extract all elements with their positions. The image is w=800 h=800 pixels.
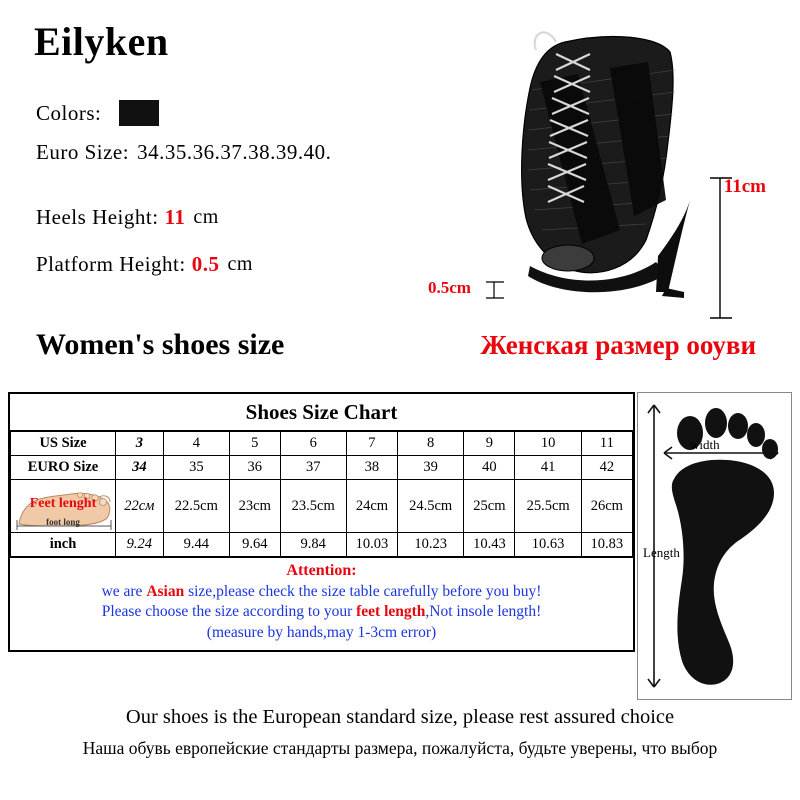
table-row-euro-size: [11, 456, 633, 480]
spec-block: [36, 100, 466, 277]
colors-label: Colors:: [36, 100, 102, 125]
cell-us-8: 11: [581, 432, 632, 456]
cell-inch-3: 9.84: [280, 533, 346, 557]
cell-euro-4: 38: [346, 456, 397, 480]
attention-line-3: (measure by hands,may 1-3cm error): [206, 623, 437, 641]
cell-us-5: 8: [398, 432, 464, 456]
platform-height-dimension: 0.5cm: [428, 278, 471, 297]
cell-inch-4: 10.03: [346, 533, 397, 557]
cell-feet-2: 23cm: [229, 480, 280, 533]
cell-feet-0: 22см: [116, 480, 164, 533]
cell-us-3: 6: [280, 432, 346, 456]
cell-feet-1: 22.5cm: [163, 480, 229, 533]
brand-logo: Eilyken: [34, 19, 169, 64]
footer-line-en: Our shoes is the European standard size, please rest assured choice: [125, 706, 675, 728]
size-chart: [8, 392, 635, 652]
heel-height-dimension: 11cm: [723, 176, 766, 197]
color-swatch-black: [119, 100, 159, 126]
length-label: Length: [643, 545, 680, 560]
footer-line-ru: Наша обувь европейские стандарты размера, пожалуйста, будьте уверены, что выбор: [82, 738, 718, 758]
cell-euro-0: 34: [116, 456, 164, 480]
cell-feet-5: 24.5cm: [398, 480, 464, 533]
shoe-product-image: [428, 30, 770, 320]
attention-title: Attention:: [286, 562, 357, 579]
attention-note: [10, 557, 633, 650]
foot-measure-diagram: [637, 392, 792, 700]
cell-inch-8: 10.83: [581, 533, 632, 557]
cell-euro-6: 40: [464, 456, 515, 480]
platform-height-row: [36, 252, 466, 277]
row-label-inch: inch: [11, 533, 116, 557]
cell-us-2: 5: [229, 432, 280, 456]
width-label: width: [690, 437, 720, 452]
attention-line-1: we are Asian size,please check the size table carefully before you buy!: [101, 583, 542, 600]
euro-size-row: [36, 140, 466, 165]
cell-inch-1: 9.44: [163, 533, 229, 557]
euro-size-value: 34.35.36.37.38.39.40.: [137, 140, 332, 164]
cell-feet-3: 23.5cm: [280, 480, 346, 533]
cell-us-1: 4: [163, 432, 229, 456]
platform-height-unit: cm: [227, 253, 253, 275]
row-label-feet-length: Feet lenght: [29, 496, 97, 511]
attention-line-2: Please choose the size according to your feet length,Not insole length!: [101, 603, 542, 621]
euro-size-label: Euro Size:: [36, 140, 130, 164]
colors-row: [36, 100, 466, 126]
cell-euro-7: 41: [515, 456, 581, 480]
cell-euro-1: 35: [163, 456, 229, 480]
cell-inch-5: 10.23: [398, 533, 464, 557]
cell-inch-7: 10.63: [515, 533, 581, 557]
heels-height-value: 11: [164, 205, 186, 229]
cell-euro-5: 39: [398, 456, 464, 480]
cell-euro-8: 42: [581, 456, 632, 480]
heels-height-row: [36, 205, 466, 230]
size-chart-table: [10, 431, 633, 557]
section-title-ru: Женская размер ооуви: [480, 330, 756, 360]
foot-caption: foot long: [46, 517, 80, 527]
cell-inch-6: 10.43: [464, 533, 515, 557]
cell-us-6: 9: [464, 432, 515, 456]
platform-height-label: Platform Height:: [36, 252, 186, 276]
shoe-illustration: [470, 30, 770, 320]
platform-height-value: 0.5: [191, 252, 220, 276]
cell-us-4: 7: [346, 432, 397, 456]
table-row-feet-length: [11, 480, 633, 533]
cell-inch-2: 9.64: [229, 533, 280, 557]
table-row-inch: [11, 533, 633, 557]
row-label-euro-size: EURO Size: [11, 456, 116, 480]
cell-us-7: 10: [515, 432, 581, 456]
heels-height-label: Heels Height:: [36, 205, 159, 229]
section-title-en: Women's shoes size: [36, 328, 285, 361]
table-row-us-size: [11, 432, 633, 456]
cell-euro-3: 37: [280, 456, 346, 480]
heels-height-unit: cm: [193, 206, 219, 228]
section-title: [36, 328, 776, 362]
cell-feet-8: 26cm: [581, 480, 632, 533]
footer-note: [0, 706, 800, 759]
foot-diagram-cell: [11, 480, 116, 533]
cell-feet-7: 25.5cm: [515, 480, 581, 533]
cell-feet-4: 24cm: [346, 480, 397, 533]
cell-feet-6: 25cm: [464, 480, 515, 533]
row-label-us-size: US Size: [11, 432, 116, 456]
size-chart-title: Shoes Size Chart: [10, 394, 633, 431]
cell-euro-2: 36: [229, 456, 280, 480]
cell-inch-0: 9.24: [116, 533, 164, 557]
cell-us-0: 3: [116, 432, 164, 456]
